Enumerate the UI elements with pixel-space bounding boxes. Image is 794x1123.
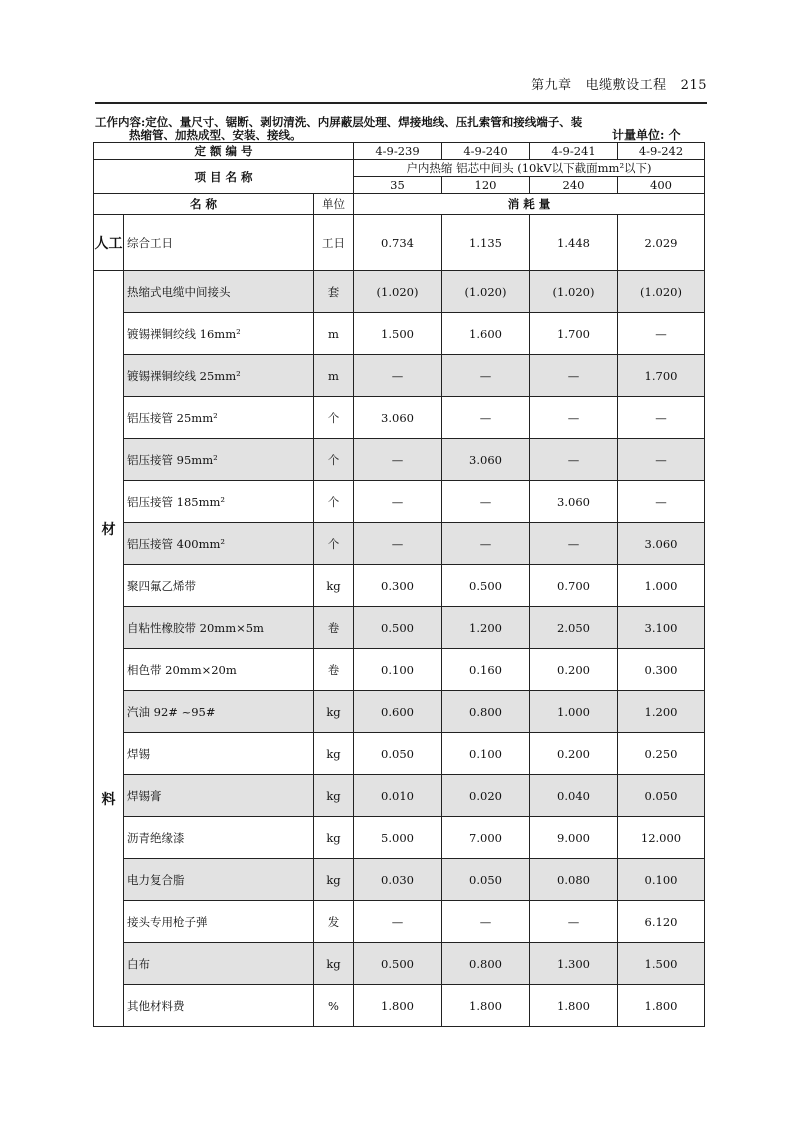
chapter-number: 第九章	[531, 78, 572, 93]
material-unit: kg	[314, 565, 354, 607]
material-value: 0.160	[442, 649, 530, 691]
group-title: 户内热缩 铝芯中间头 (10kV以下截面mm²以下)	[354, 160, 705, 177]
material-value: 1.800	[354, 985, 442, 1027]
material-value: 1.500	[354, 313, 442, 355]
material-value: 0.800	[442, 943, 530, 985]
material-value: —	[442, 481, 530, 523]
material-name: 焊锡	[124, 733, 314, 775]
item-label: 项 目 名 称	[94, 160, 354, 194]
material-value: 0.100	[442, 733, 530, 775]
material-unit: kg	[314, 733, 354, 775]
work-content-line2: 热缩管、加热成型、安装、接线。	[129, 128, 302, 142]
material-value: 0.500	[354, 943, 442, 985]
material-name: 热缩式电缆中间接头	[124, 271, 314, 313]
labor-name: 综合工日	[124, 215, 314, 271]
quota-table	[93, 142, 705, 1027]
material-unit: kg	[314, 817, 354, 859]
name-label: 名 称	[94, 194, 314, 215]
material-value: 1.300	[530, 943, 618, 985]
material-value: (1.020)	[442, 271, 530, 313]
material-value: (1.020)	[530, 271, 618, 313]
material-value: —	[530, 439, 618, 481]
material-name: 铝压接管 185mm²	[124, 481, 314, 523]
material-value: 6.120	[618, 901, 705, 943]
quota-label: 定 额 编 号	[94, 143, 354, 160]
material-value: 1.800	[530, 985, 618, 1027]
material-value: —	[618, 313, 705, 355]
material-value: 0.600	[354, 691, 442, 733]
material-value: —	[442, 901, 530, 943]
labor-row	[94, 215, 705, 271]
material-unit: kg	[314, 859, 354, 901]
material-row	[94, 943, 705, 985]
material-name: 铝压接管 25mm²	[124, 397, 314, 439]
labor-category: 人工	[94, 215, 124, 271]
section-cell: 400	[618, 177, 705, 194]
code-cell: 4-9-242	[618, 143, 705, 160]
material-unit: kg	[314, 691, 354, 733]
material-value: —	[442, 355, 530, 397]
material-value: 3.060	[354, 397, 442, 439]
material-row	[94, 775, 705, 817]
material-value: 0.050	[442, 859, 530, 901]
material-row	[94, 607, 705, 649]
material-row	[94, 733, 705, 775]
material-row	[94, 817, 705, 859]
material-value: 1.000	[618, 565, 705, 607]
page-header	[95, 64, 707, 104]
material-value: 0.200	[530, 733, 618, 775]
material-row	[94, 859, 705, 901]
material-value: 1.200	[442, 607, 530, 649]
labor-unit: 工日	[314, 215, 354, 271]
material-row	[94, 901, 705, 943]
material-row	[94, 271, 705, 313]
material-row	[94, 691, 705, 733]
consumption-label: 消 耗 量	[354, 194, 705, 215]
material-value: —	[530, 397, 618, 439]
material-unit: 卷	[314, 649, 354, 691]
material-row	[94, 313, 705, 355]
material-value: 5.000	[354, 817, 442, 859]
material-value: —	[618, 481, 705, 523]
material-value: (1.020)	[618, 271, 705, 313]
material-value: 0.100	[354, 649, 442, 691]
material-value: —	[354, 355, 442, 397]
material-value: 0.500	[442, 565, 530, 607]
material-value: 7.000	[442, 817, 530, 859]
material-value: —	[442, 523, 530, 565]
code-cell: 4-9-241	[530, 143, 618, 160]
material-name: 镀锡裸铜绞线 25mm²	[124, 355, 314, 397]
material-value: 0.080	[530, 859, 618, 901]
material-name: 铝压接管 95mm²	[124, 439, 314, 481]
material-name: 汽油 92# ~95#	[124, 691, 314, 733]
material-unit: 个	[314, 397, 354, 439]
work-content	[95, 116, 615, 142]
material-value: 1.700	[618, 355, 705, 397]
material-category-bottom: 料	[101, 792, 116, 808]
material-value: 0.500	[354, 607, 442, 649]
material-value: 0.010	[354, 775, 442, 817]
material-value: 2.050	[530, 607, 618, 649]
material-unit: kg	[314, 943, 354, 985]
material-unit: 个	[314, 439, 354, 481]
material-name: 铝压接管 400mm²	[124, 523, 314, 565]
code-cell: 4-9-240	[442, 143, 530, 160]
material-row	[94, 439, 705, 481]
material-name: 镀锡裸铜绞线 16mm²	[124, 313, 314, 355]
code-cell: 4-9-239	[354, 143, 442, 160]
material-row	[94, 985, 705, 1027]
group-title-row	[94, 160, 705, 177]
material-category	[94, 271, 124, 1027]
section-cell: 120	[442, 177, 530, 194]
unit-note: 计量单位: 个	[612, 128, 681, 142]
material-value: 3.100	[618, 607, 705, 649]
material-unit: 发	[314, 901, 354, 943]
material-value: —	[530, 355, 618, 397]
material-value: 1.500	[618, 943, 705, 985]
material-name: 接头专用枪子弹	[124, 901, 314, 943]
material-value: 1.800	[442, 985, 530, 1027]
material-row	[94, 355, 705, 397]
material-value: 1.800	[618, 985, 705, 1027]
section-cell: 35	[354, 177, 442, 194]
material-name: 电力复合脂	[124, 859, 314, 901]
labor-value: 2.029	[618, 215, 705, 271]
material-value: 0.050	[618, 775, 705, 817]
material-name: 焊锡膏	[124, 775, 314, 817]
section-cell: 240	[530, 177, 618, 194]
material-value: 0.050	[354, 733, 442, 775]
material-value: 9.000	[530, 817, 618, 859]
material-name: 自粘性橡胶带 20mm×5m	[124, 607, 314, 649]
material-value: 3.060	[442, 439, 530, 481]
material-row	[94, 397, 705, 439]
material-name: 聚四氟乙烯带	[124, 565, 314, 607]
page-number: 215	[680, 78, 707, 93]
material-unit: 套	[314, 271, 354, 313]
labor-value: 1.135	[442, 215, 530, 271]
material-value: 1.700	[530, 313, 618, 355]
material-unit: 个	[314, 523, 354, 565]
quota-code-row	[94, 143, 705, 160]
material-row	[94, 649, 705, 691]
material-row	[94, 481, 705, 523]
material-value: —	[530, 523, 618, 565]
material-value: 0.020	[442, 775, 530, 817]
material-value: 0.250	[618, 733, 705, 775]
material-name: 相色带 20mm×20m	[124, 649, 314, 691]
material-unit: m	[314, 313, 354, 355]
material-value: (1.020)	[354, 271, 442, 313]
material-unit: kg	[314, 775, 354, 817]
material-value: —	[354, 439, 442, 481]
material-value: —	[618, 439, 705, 481]
material-name: 沥青绝缘漆	[124, 817, 314, 859]
material-value: —	[442, 397, 530, 439]
chapter-title: 电缆敷设工程	[585, 78, 667, 93]
material-value: 3.060	[618, 523, 705, 565]
material-value: —	[530, 901, 618, 943]
material-row	[94, 565, 705, 607]
labor-value: 1.448	[530, 215, 618, 271]
material-value: —	[354, 901, 442, 943]
work-content-line1: 定位、量尺寸、锯断、剥切清洗、内屏蔽层处理、焊接地线、压扎索管和接线端子、装	[145, 115, 583, 129]
material-name: 白布	[124, 943, 314, 985]
column-label-row	[94, 194, 705, 215]
material-category-top: 材	[101, 522, 116, 538]
material-value: —	[618, 397, 705, 439]
material-value: 0.700	[530, 565, 618, 607]
chapter-heading	[517, 74, 707, 93]
material-value: 0.030	[354, 859, 442, 901]
work-content-label: 工作内容:	[95, 115, 146, 129]
material-value: 0.100	[618, 859, 705, 901]
material-value: 0.800	[442, 691, 530, 733]
material-value: 0.040	[530, 775, 618, 817]
material-row	[94, 523, 705, 565]
material-value: 1.200	[618, 691, 705, 733]
material-value: —	[354, 481, 442, 523]
labor-value: 0.734	[354, 215, 442, 271]
material-value: 1.600	[442, 313, 530, 355]
material-unit: m	[314, 355, 354, 397]
material-unit: 卷	[314, 607, 354, 649]
unit-label: 单位	[314, 194, 354, 215]
material-value: —	[354, 523, 442, 565]
material-value: 0.300	[618, 649, 705, 691]
material-name: 其他材料费	[124, 985, 314, 1027]
material-value: 1.000	[530, 691, 618, 733]
material-unit: 个	[314, 481, 354, 523]
material-value: 0.300	[354, 565, 442, 607]
material-unit: %	[314, 985, 354, 1027]
material-value: 12.000	[618, 817, 705, 859]
material-value: 3.060	[530, 481, 618, 523]
material-value: 0.200	[530, 649, 618, 691]
